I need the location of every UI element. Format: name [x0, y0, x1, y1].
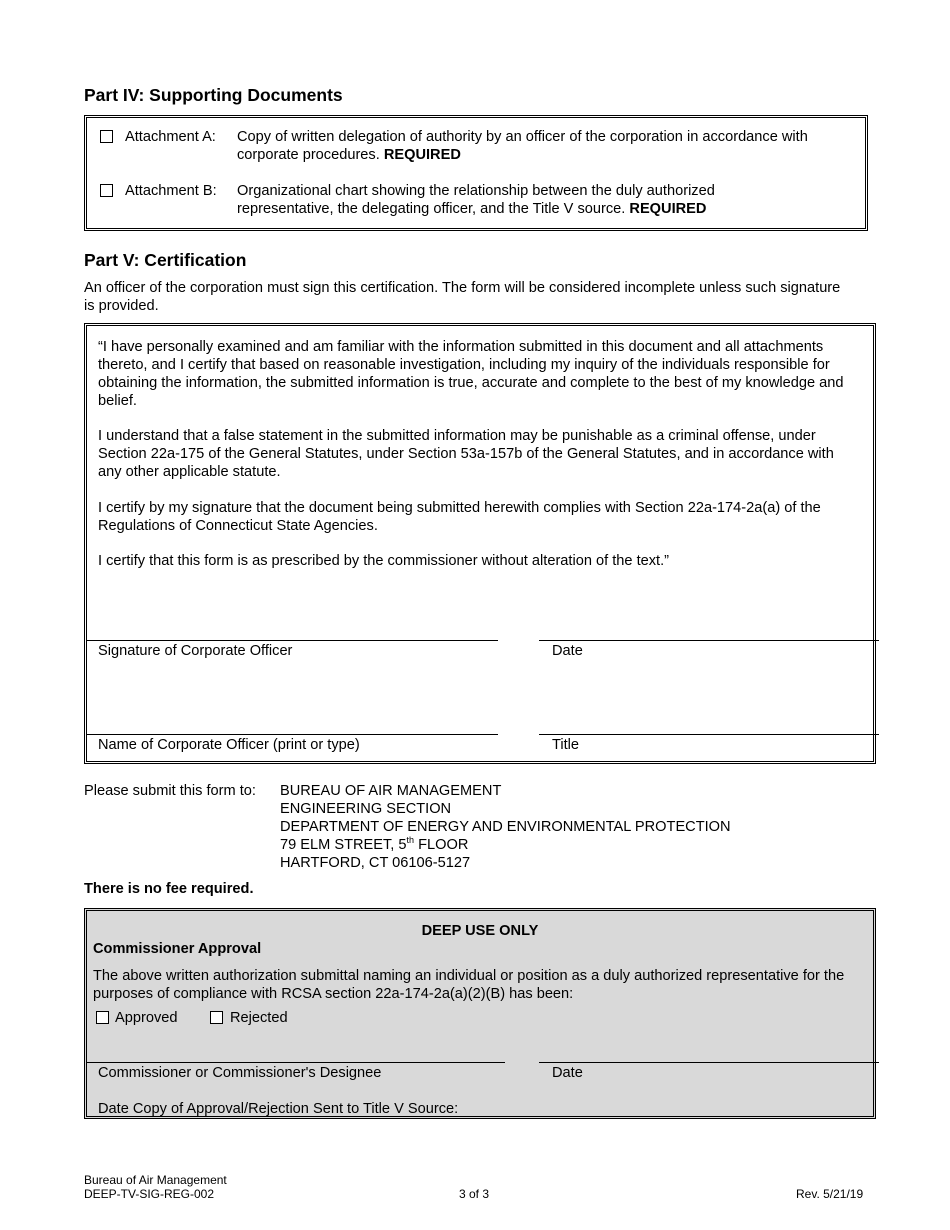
address-line-4: 79 ELM STREET, 5th FLOOR: [280, 835, 469, 853]
footer-page-number: 3 of 3: [459, 1187, 490, 1201]
submit-label: Please submit this form to:: [84, 783, 256, 799]
attachment-b-label: Attachment B:: [125, 183, 217, 199]
attachment-a-required: REQUIRED: [383, 147, 461, 163]
designee-line[interactable]: [87, 1062, 505, 1063]
fee-note: There is no fee required.: [84, 881, 254, 897]
designee-label: Commissioner or Commissioner's Designee: [98, 1065, 382, 1081]
address-line-5: HARTFORD, CT 06106-5127: [280, 855, 471, 871]
part5-heading: Part V: Certification: [84, 250, 247, 270]
cert-paragraph-2: I understand that a false statement in the submitted information may be punishable as a criminal offense, under Section 22a-175 of the General Statutes, under Section 53a-157b of the General Statutes, and in accordance with any other applicable statute.: [98, 428, 834, 480]
signature-label: Signature of Corporate Officer: [98, 643, 293, 659]
address-line-2: ENGINEERING SECTION: [280, 801, 452, 817]
deep-title: DEEP USE ONLY: [421, 923, 539, 939]
cert-paragraph-1: “I have personally examined and am familiar with the information submitted in this document and all attachments thereto, and I certify that based on reasonable investigation, including my inquiry of the individuals responsible for obtaining the information, the submitted information is true, accurate and complete to the best of my knowledge and belief.: [98, 339, 844, 409]
officer-title-line[interactable]: [539, 734, 879, 735]
part4-heading: Part IV: Supporting Documents: [84, 85, 343, 105]
footer-form-code: DEEP-TV-SIG-REG-002: [84, 1187, 215, 1201]
cert-paragraph-3: I certify by my signature that the document being submitted herewith complies with Section 22a-174-2a(a) of the Regulations of Connecticut State Agencies.: [98, 500, 821, 534]
signature-date-line[interactable]: [539, 640, 879, 641]
designee-date-label: Date: [552, 1065, 583, 1081]
attachment-b-checkbox[interactable]: [100, 184, 113, 197]
signature-line[interactable]: [87, 640, 498, 641]
deep-text: The above written authorization submittal naming an individual or position as a duly authorized representative for the purposes of compliance with RCSA section 22a-174-2a(a)(2)(B) has been:: [93, 968, 845, 1002]
approved-label: Approved: [115, 1010, 178, 1026]
attachment-a-text: Copy of written delegation of authority by an officer of the corporation in accordance with corporate procedures. REQUIRED: [237, 129, 808, 163]
attachment-a-label: Attachment A:: [125, 129, 216, 145]
officer-name-line[interactable]: [87, 734, 498, 735]
address-line-1: BUREAU OF AIR MANAGEMENT: [280, 783, 502, 799]
part5-intro: An officer of the corporation must sign this certification. The form will be considered incomplete unless such signature is provided.: [84, 280, 841, 314]
officer-name-label: Name of Corporate Officer (print or type): [98, 737, 360, 753]
copy-sent-label: Date Copy of Approval/Rejection Sent to Title V Source:: [98, 1101, 459, 1117]
rejected-checkbox[interactable]: [210, 1011, 223, 1024]
designee-date-line[interactable]: [539, 1062, 879, 1063]
certification-box: [84, 323, 876, 764]
attachment-b-text: Organizational chart showing the relationship between the duly authorized representative, the delegating officer, and the Title V source. REQUIRED: [237, 183, 715, 217]
rejected-label: Rejected: [230, 1010, 288, 1026]
officer-title-label: Title: [552, 737, 580, 753]
deep-subtitle: Commissioner Approval: [93, 941, 262, 957]
cert-paragraph-4: I certify that this form is as prescribed by the commissioner without alteration of the text.”: [98, 553, 670, 569]
signature-date-label: Date: [552, 643, 583, 659]
footer-bureau: Bureau of Air Management: [84, 1173, 227, 1187]
footer-revision: Rev. 5/21/19: [796, 1187, 864, 1201]
approved-checkbox[interactable]: [96, 1011, 109, 1024]
submit-address: [280, 782, 731, 872]
attachments-box: [84, 115, 868, 231]
attachment-a-checkbox[interactable]: [100, 130, 113, 143]
address-line-3: DEPARTMENT OF ENERGY AND ENVIRONMENTAL PROTECTION: [280, 819, 731, 835]
attachment-b-required: REQUIRED: [629, 201, 707, 217]
deep-use-only-box: [84, 908, 876, 1119]
